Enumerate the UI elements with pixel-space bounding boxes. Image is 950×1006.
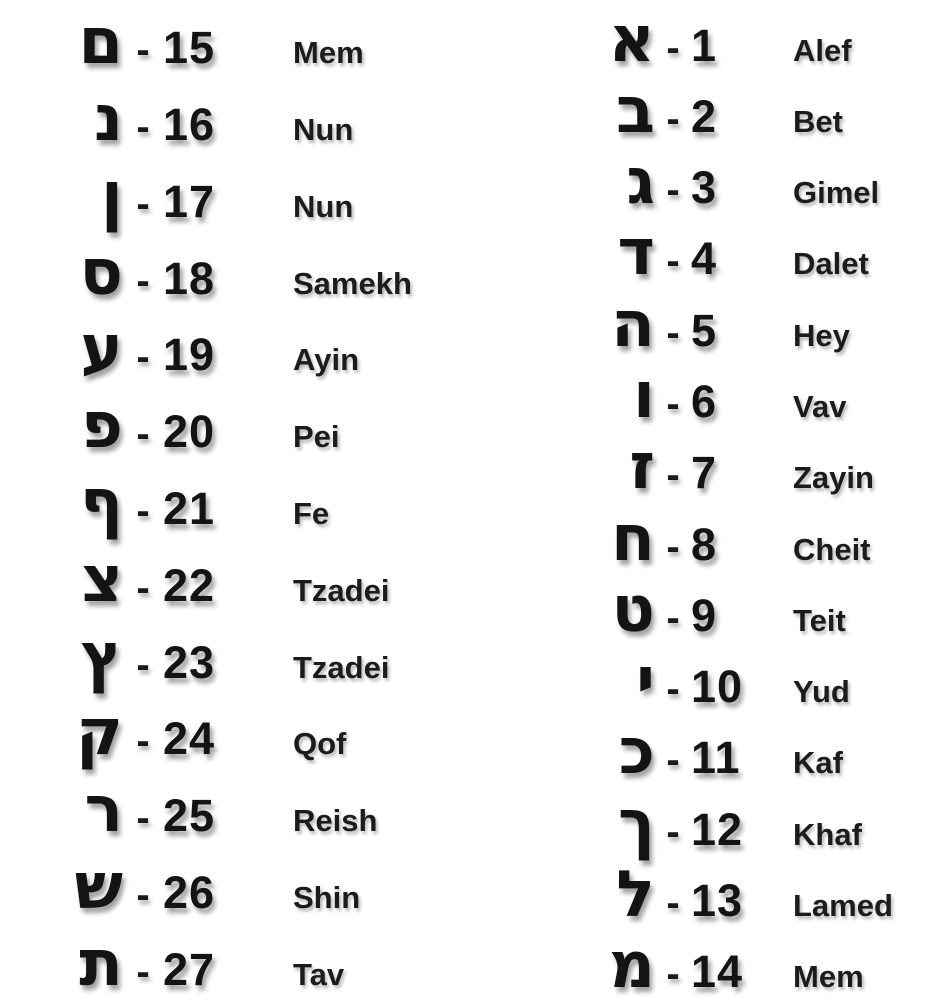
dash-separator: - [666,310,680,355]
column-letters-15-27 [28,4,453,1002]
dash-separator: - [136,258,150,303]
letter-number: 1 [691,19,718,71]
dash-separator: - [136,28,150,73]
letter-row [581,501,893,576]
letter-number: 8 [691,518,718,570]
letter-name: Yud [793,674,850,710]
letter-number: 20 [163,406,216,458]
letter-number: 25 [163,790,216,842]
letter-number: 27 [163,943,216,995]
dash-separator: - [136,565,150,610]
letter-name: Teit [793,602,846,638]
letter-row [28,82,453,157]
hebrew-letter: א [608,2,655,77]
letter-row [28,619,453,694]
hebrew-letter: ן [101,158,123,233]
letter-number: 24 [163,713,216,765]
letter-row [28,542,453,617]
letter-number: 23 [163,636,216,688]
letter-row [581,644,893,719]
dash-separator: - [666,168,680,213]
letter-number: 11 [691,732,741,784]
letter-name: Vav [793,389,847,425]
dash-separator: - [666,667,680,712]
letter-number: 9 [691,589,718,641]
letter-number: 14 [691,946,744,998]
dash-separator: - [666,809,680,854]
hebrew-letter: נ [94,82,123,157]
hebrew-letter: ך [618,786,655,861]
letter-name: Tzadei [293,572,390,608]
letter-name: Qof [293,726,347,762]
dash-separator: - [136,488,150,533]
letter-name: Reish [293,803,378,839]
letter-name: Cheit [793,531,871,567]
letter-row [581,145,893,220]
letter-name: Zayin [793,460,874,496]
dash-separator: - [136,872,150,917]
dash-separator: - [136,181,150,226]
letter-row [28,696,453,771]
hebrew-letter: מ [608,929,655,1004]
hebrew-letter: ח [611,501,655,576]
letter-number: 18 [163,252,216,304]
column-letters-1-14 [581,4,893,1002]
letter-row [581,858,893,933]
dash-separator: - [136,105,150,150]
letter-number: 22 [163,559,216,611]
dash-separator: - [666,738,680,783]
hebrew-letter: ר [84,773,123,848]
letter-number: 21 [163,482,216,534]
hebrew-letter: ס [79,235,123,310]
dash-separator: - [666,453,680,498]
hebrew-letter: ה [611,287,655,362]
dash-separator: - [666,382,680,427]
letter-name: Mem [293,35,364,71]
hebrew-letter: ז [629,430,655,505]
hebrew-letter: ש [74,849,123,924]
letter-number: 12 [691,803,744,855]
hebrew-letter: ט [611,572,655,647]
letter-row [581,287,893,362]
letter-name: Lamed [793,888,893,924]
hebrew-letter: י [636,644,655,719]
dash-separator: - [136,412,150,457]
letter-number: 3 [691,162,718,214]
letter-number: 2 [691,90,718,142]
dash-separator: - [666,25,680,70]
letter-name: Tav [293,956,345,992]
letter-name: Mem [793,959,864,995]
letter-name: Kaf [793,745,843,781]
letter-row [28,465,453,540]
hebrew-letter: ו [633,359,655,434]
hebrew-letter: פ [80,389,123,464]
hebrew-letter: ל [616,858,655,933]
dash-separator: - [666,595,680,640]
letter-row [28,235,453,310]
letter-number: 19 [163,329,216,381]
dash-separator: - [136,719,150,764]
letter-row [581,2,893,77]
hebrew-letter: ם [78,5,123,80]
letter-name: Pei [293,419,340,455]
hebrew-letter: ב [615,73,655,148]
hebrew-letter: ת [79,926,123,1001]
letter-number: 16 [163,99,216,151]
letter-row [581,359,893,434]
letter-row [28,5,453,80]
letter-number: 13 [691,875,744,927]
letter-row [581,715,893,790]
dash-separator: - [666,524,680,569]
letter-name: Gimel [793,175,880,211]
letter-row [28,158,453,233]
dash-separator: - [136,949,150,994]
letter-number: 26 [163,866,216,918]
letter-name: Shin [293,879,361,915]
letter-name: Nun [293,112,354,148]
dash-separator: - [666,96,680,141]
letter-row [581,430,893,505]
letter-number: 15 [163,22,216,74]
hebrew-letter: צ [81,542,123,617]
letter-name: Fe [293,495,330,531]
letter-number: 10 [691,661,744,713]
dash-separator: - [666,952,680,997]
letter-row [581,786,893,861]
hebrew-letter: ק [75,696,123,771]
dash-separator: - [136,796,150,841]
letter-name: Khaf [793,816,862,852]
letter-row [581,929,893,1004]
hebrew-letter: ע [80,312,123,387]
hebrew-letter: ף [79,465,123,540]
letter-row [28,849,453,924]
letter-row [28,312,453,387]
letter-name: Hey [793,317,850,353]
hebrew-letter: כ [618,715,655,790]
letter-row [28,389,453,464]
letter-name: Alef [793,32,852,68]
letter-name: Bet [793,103,843,139]
letter-number: 17 [163,175,216,227]
letter-row [581,73,893,148]
letter-row [581,216,893,291]
dash-separator: - [666,881,680,926]
hebrew-letter: ד [617,216,655,291]
dash-separator: - [666,239,680,284]
letter-name: Tzadei [293,649,390,685]
hebrew-letter: ג [626,145,655,220]
letter-number: 5 [691,304,718,356]
letter-name: Samekh [293,265,412,301]
dash-separator: - [136,642,150,687]
letter-row [28,773,453,848]
dash-separator: - [136,335,150,380]
letter-number: 4 [691,233,718,285]
letter-number: 6 [691,376,718,428]
letter-row [581,572,893,647]
letter-name: Dalet [793,246,869,282]
letter-row [28,926,453,1001]
hebrew-letter: ץ [80,619,123,694]
letter-name: Ayin [293,342,360,378]
letter-number: 7 [691,447,718,499]
letter-name: Nun [293,188,354,224]
